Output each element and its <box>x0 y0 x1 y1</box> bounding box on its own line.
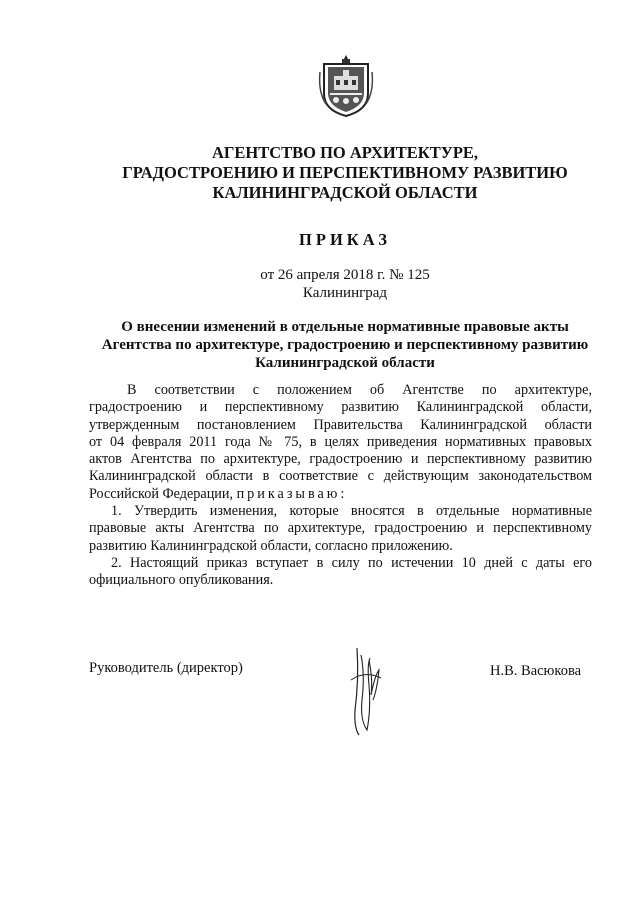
subject-line: Калининградской области <box>255 355 435 371</box>
subject-line: О внесении изменений в отдельные нормативные правовые акты <box>121 319 569 335</box>
body-line: градостроению и перспективному развитию Калининградской области, <box>89 399 592 416</box>
agency-header-line: КАЛИНИНГРАДСКОЙ ОБЛАСТИ <box>212 183 478 202</box>
agency-header-line: ГРАДОСТРОЕНИЮ И ПЕРСПЕКТИВНОМУ РАЗВИТИЮ <box>122 163 568 182</box>
order-city: Калининград <box>302 285 388 301</box>
body-line: Калининградской области в соответствие с действующим законодательством <box>89 468 592 485</box>
subject-line: Агентства по архитектуре, градостроению и перспективному развитию <box>101 337 589 353</box>
body-line: развитию Калининградской области, согласно приложению. <box>89 537 453 554</box>
body-line: официального опубликования. <box>89 572 274 589</box>
signatory-position: Руководитель (директор) <box>89 660 243 676</box>
body-line <box>89 486 592 503</box>
body-line-text: Российской Федерации, <box>89 485 234 502</box>
order-meta <box>100 266 590 302</box>
body-line: утвержденным постановлением Правительства Калининградской области <box>89 416 592 433</box>
body-line: 2. Настоящий приказ вступает в силу по истечении 10 дней с даты его <box>111 554 592 571</box>
coat-of-arms-icon <box>318 52 374 118</box>
body-line: 1. Утвердить изменения, которые вносятся в отдельные нормативные <box>111 503 592 520</box>
order-word: приказываю: <box>236 485 348 502</box>
agency-header-line: АГЕНТСТВО ПО АРХИТЕКТУРЕ, <box>211 143 479 162</box>
agency-header <box>100 143 590 203</box>
order-body <box>89 382 592 590</box>
order-date-number: от 26 апреля 2018 г. № 125 <box>260 267 430 283</box>
body-line: правовые акты Агентства по архитектуре, градостроению и перспективному <box>89 520 592 537</box>
body-line: актов Агентства по архитектуре, градостроению и перспективному развитию <box>89 451 592 468</box>
body-line: В соответствии с положением об Агентстве по архитектуре, <box>127 382 592 398</box>
signatory-name: Н.В. Васюкова <box>490 663 582 679</box>
signature-image <box>345 640 385 740</box>
body-line: от 04 февраля 2011 года № 75, в целях приведения нормативных правовых <box>89 433 592 450</box>
order-subject <box>85 318 605 372</box>
order-title: ПРИКАЗ <box>299 230 391 249</box>
